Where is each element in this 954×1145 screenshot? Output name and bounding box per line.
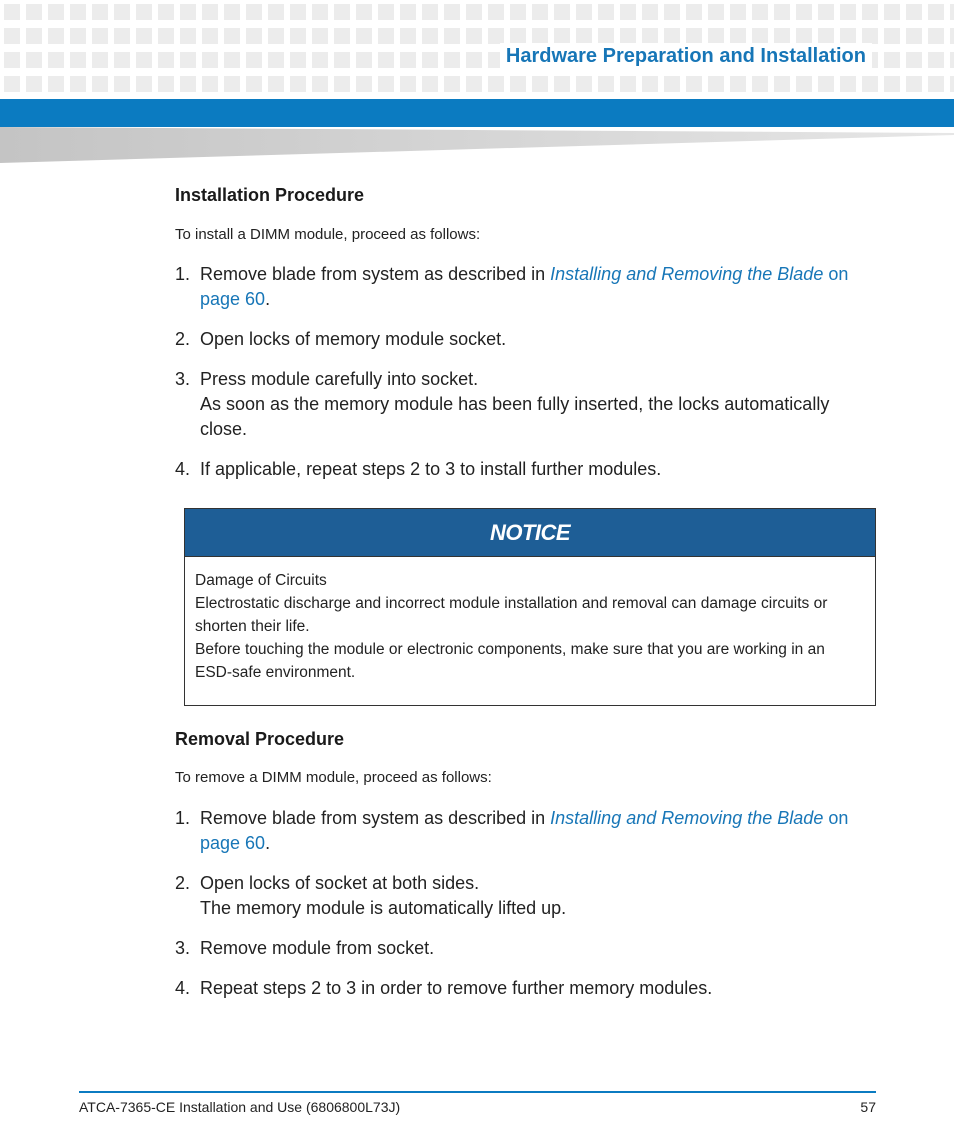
removal-steps (175, 806, 865, 1016)
footer-rule (79, 1091, 876, 1093)
notice-line: Before touching the module or electronic components, make sure that you are working in an ESD-safe environment. (195, 641, 825, 681)
step-number: 2. (175, 873, 191, 893)
step-number: 3. (175, 938, 191, 958)
step-text: Remove blade from system as described in (200, 808, 551, 828)
step-text: Remove module from socket. (200, 938, 435, 958)
installation-steps (175, 262, 865, 497)
installation-heading: Installation Procedure (175, 185, 365, 205)
list-item (175, 976, 865, 1001)
notice-line: Damage of Circuits (195, 572, 327, 589)
notice-body (185, 557, 875, 684)
step-number: 4. (175, 459, 191, 479)
step-text: Open locks of socket at both sides. (200, 873, 480, 893)
page-reference-link[interactable]: on page 60 (200, 264, 849, 309)
step-text: Press module carefully into socket. (200, 369, 479, 389)
notice-header (185, 509, 875, 557)
installation-intro: To install a DIMM module, proceed as follows: (175, 226, 481, 243)
step-number: 4. (175, 978, 191, 998)
header-gray-wedge (0, 127, 954, 167)
step-note: The memory module is automatically lifted up. (200, 898, 567, 918)
cross-reference-link[interactable]: Installing and Removing the Blade (550, 264, 824, 284)
list-item (175, 262, 865, 312)
list-item (175, 457, 865, 482)
notice-line: Electrostatic discharge and incorrect module installation and removal can damage circuits or shorten their life. (195, 595, 828, 635)
notice-title: NOTICE (489, 519, 571, 545)
page-reference-link[interactable]: on page 60 (200, 808, 849, 853)
list-item (175, 367, 865, 442)
list-item (175, 871, 865, 921)
notice-box (184, 508, 876, 706)
list-item (175, 936, 865, 961)
step-text: Open locks of memory module socket. (200, 329, 507, 349)
removal-intro: To remove a DIMM module, proceed as follows: (175, 769, 492, 786)
step-text: If applicable, repeat steps 2 to 3 to install further modules. (200, 459, 662, 479)
footer-page-number: 57 (860, 1099, 876, 1115)
list-item (175, 806, 865, 856)
removal-heading: Removal Procedure (175, 729, 345, 749)
footer-doc-title: ATCA-7365-CE Installation and Use (6806800L73J) (79, 1099, 401, 1115)
step-number: 3. (175, 369, 191, 389)
step-text-end: . (265, 289, 271, 309)
step-text-end: . (265, 833, 271, 853)
step-number: 2. (175, 329, 191, 349)
step-number: 1. (175, 808, 191, 828)
cross-reference-link[interactable]: Installing and Removing the Blade (550, 808, 824, 828)
step-note: As soon as the memory module has been fully inserted, the locks automatically close. (200, 394, 830, 439)
step-text: Repeat steps 2 to 3 in order to remove further memory modules. (200, 978, 713, 998)
list-item (175, 327, 865, 352)
step-number: 1. (175, 264, 191, 284)
header-blue-band (0, 99, 954, 127)
page-header-title: Hardware Preparation and Installation (500, 43, 872, 69)
step-text: Remove blade from system as described in (200, 264, 551, 284)
